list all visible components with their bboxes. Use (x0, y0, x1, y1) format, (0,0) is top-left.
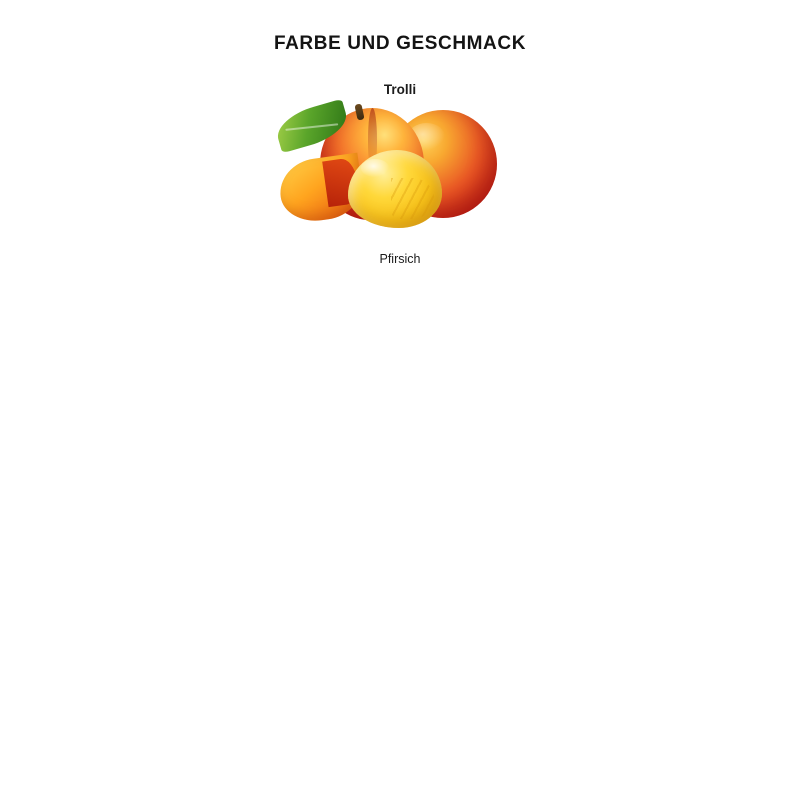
brand-label: Trolli (383, 82, 417, 97)
gummy-peach-shape (348, 150, 442, 228)
gummy-peach-ridges (391, 178, 434, 219)
peach-product-image (270, 100, 495, 240)
page-title: FARBE UND GESCHMACK (273, 33, 527, 54)
product-caption: Pfirsich (379, 252, 421, 266)
